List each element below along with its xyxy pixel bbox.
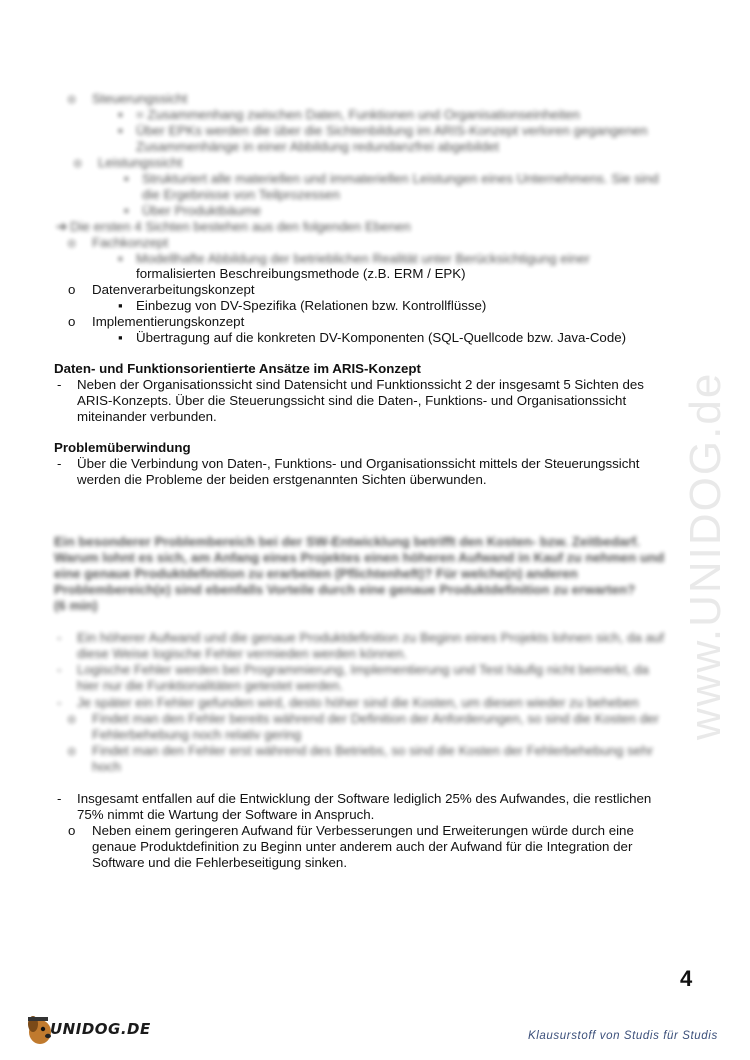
bullet-dash: - <box>57 456 62 471</box>
text-line: hoch <box>92 759 121 774</box>
page-number: 4 <box>680 966 693 991</box>
text-line: Insgesamt entfallen auf die Entwicklung der Software lediglich 25% des Aufwandes, die restlichen <box>77 791 652 806</box>
logo-text: UNIDOG.DE <box>50 1020 151 1038</box>
text-line: Software und die Fehlerbeseitigung sinken. <box>92 855 348 870</box>
bullet-square: ▪ <box>118 330 123 345</box>
bullet-square: ▪ <box>124 203 129 218</box>
bullet-circle: o <box>68 823 76 838</box>
text-line: Logische Fehler werden bei Programmierung, Implementierung und Test häufig nicht bemerkt, da <box>77 662 649 677</box>
question-text: (6 min) <box>54 598 98 613</box>
text-line: hier nur die Funktionalitäten getestet werden. <box>77 678 344 693</box>
text-line: Strukturiert alle materiellen und immateriellen Leistungen eines Unternehmens. Sie sind <box>142 171 659 186</box>
bullet-dash: - <box>57 791 62 806</box>
bullet-dash: - <box>57 377 62 392</box>
text-line: Übertragung auf die konkreten DV-Komponenten (SQL-Quellcode bzw. Java-Code) <box>136 330 627 345</box>
bullet-square: ▪ <box>118 251 123 266</box>
bullet-circle: o <box>68 743 76 758</box>
text-line: Findet man den Fehler erst während des Betriebs, so sind die Kosten der Fehlerbehebung sehr <box>92 743 654 758</box>
text-line: werden die Probleme der beiden erstgenannten Sichten überwunden. <box>77 472 487 487</box>
bullet-dash: - <box>57 662 62 677</box>
bullet-square: ▪ <box>118 107 123 122</box>
section-heading: Problemüberwindung <box>54 440 191 455</box>
bullet-dash: - <box>57 695 62 710</box>
text-line: Implementierungskonzept <box>92 314 245 329</box>
text-line: miteinander verbunden. <box>77 409 217 424</box>
text-line: Leistungssicht <box>98 155 183 170</box>
text-line: Über EPKs werden die über die Sichtenbildung im ARIS-Konzept verloren gegangenen <box>136 123 648 138</box>
text-line: Über Produktbäume <box>142 203 261 218</box>
bullet-circle: o <box>68 711 76 726</box>
dog-eye-icon <box>41 1027 45 1031</box>
footer-tagline: Klausurstoff von Studis für Studis <box>528 1030 718 1042</box>
text-line: Zusammenhänge in einer Abbildung redundanzfrei abgebildet <box>136 139 499 154</box>
question-text: Warum lohnt es sich, am Anfang eines Projektes einen höheren Aufwand in Kauf zu nehmen und <box>54 550 665 565</box>
text-line: Neben der Organisationssicht sind Datensicht und Funktionssicht 2 der insgesamt 5 Sichten des <box>77 377 644 392</box>
text-line: Neben einem geringeren Aufwand für Verbesserungen und Erweiterungen würde durch eine <box>92 823 634 838</box>
bullet-square: ▪ <box>124 171 129 186</box>
bullet-circle: o <box>68 282 76 297</box>
text-line: Ein höherer Aufwand und die genaue Produktdefinition zu Beginn eines Projekts lohnen sich, da auf <box>77 630 664 645</box>
text-line: Datenverarbeitungskonzept <box>92 282 255 297</box>
question-text: Problembereich(e) sind ebenfalls Vorteile durch eine genaue Produktdefinition zu erwarten? <box>54 582 636 597</box>
text-line: 75% nimmt die Wartung der Software in Anspruch. <box>77 807 375 822</box>
bullet-square: ▪ <box>118 123 123 138</box>
text-line: Fehlerbehebung noch relativ gering <box>92 727 302 742</box>
bullet-circle: o <box>74 155 82 170</box>
question-text: eine genaue Produktdefinition zu erarbeiten (Pflichtenheft)? Für welche(n) anderen <box>54 566 578 581</box>
text-line: Findet man den Fehler bereits während der Definition der Anforderungen, so sind die Kosten der <box>92 711 659 726</box>
text-line: Die ersten 4 Sichten bestehen aus den folgenden Ebenen <box>70 219 411 234</box>
section-heading: Daten- und Funktionsorientierte Ansätze im ARIS-Konzept <box>54 361 421 376</box>
text-line: diese Weise logische Fehler vermieden werden können. <box>77 646 408 661</box>
watermark <box>668 285 738 745</box>
text-line: genaue Produktdefinition zu Beginn unter anderem auch der Aufwand für die Integration der <box>92 839 633 854</box>
watermark-text: www.UNIDOG.de <box>681 371 730 740</box>
text-line: Je später ein Fehler gefunden wird, desto höher sind die Kosten, um diesen wieder zu beheben <box>77 695 639 710</box>
text-line: Modellhafte Abbildung der betrieblichen Realität unter Berücksichtigung einer <box>136 251 590 266</box>
bullet-circle: o <box>68 235 76 250</box>
bullet-dash: - <box>57 630 62 645</box>
text-line: ARIS-Konzepts. Über die Steuerungssicht sind die Daten-, Funktions- und Organisationssicht <box>77 393 627 408</box>
text-line: Steuerungssicht <box>92 91 188 106</box>
bullet-circle: o <box>68 314 76 329</box>
text-line: Fachkonzept <box>92 235 169 250</box>
arrow-icon: ➔ <box>56 219 68 234</box>
question-text: Ein besonderer Problembereich bei der SW-Entwicklung betrifft den Kosten- bzw. Zeitbedarf. <box>54 534 640 549</box>
text-line: Einbezug von DV-Spezifika (Relationen bzw. Kontrollflüsse) <box>136 298 487 313</box>
text-line: = Zusammenhang zwischen Daten, Funktionen und Organisationseinheiten <box>136 107 580 122</box>
text-line: formalisierten Beschreibungsmethode (z.B. ERM / EPK) <box>136 266 466 281</box>
graduation-cap-icon <box>28 1017 48 1021</box>
text-line: die Ergebnisse von Teilprozessen <box>142 187 340 202</box>
text-line: Über die Verbindung von Daten-, Funktions- und Organisationssicht mittels der Steuerungssicht <box>77 456 640 471</box>
bullet-circle: o <box>68 91 76 106</box>
bullet-square: ▪ <box>118 298 123 313</box>
